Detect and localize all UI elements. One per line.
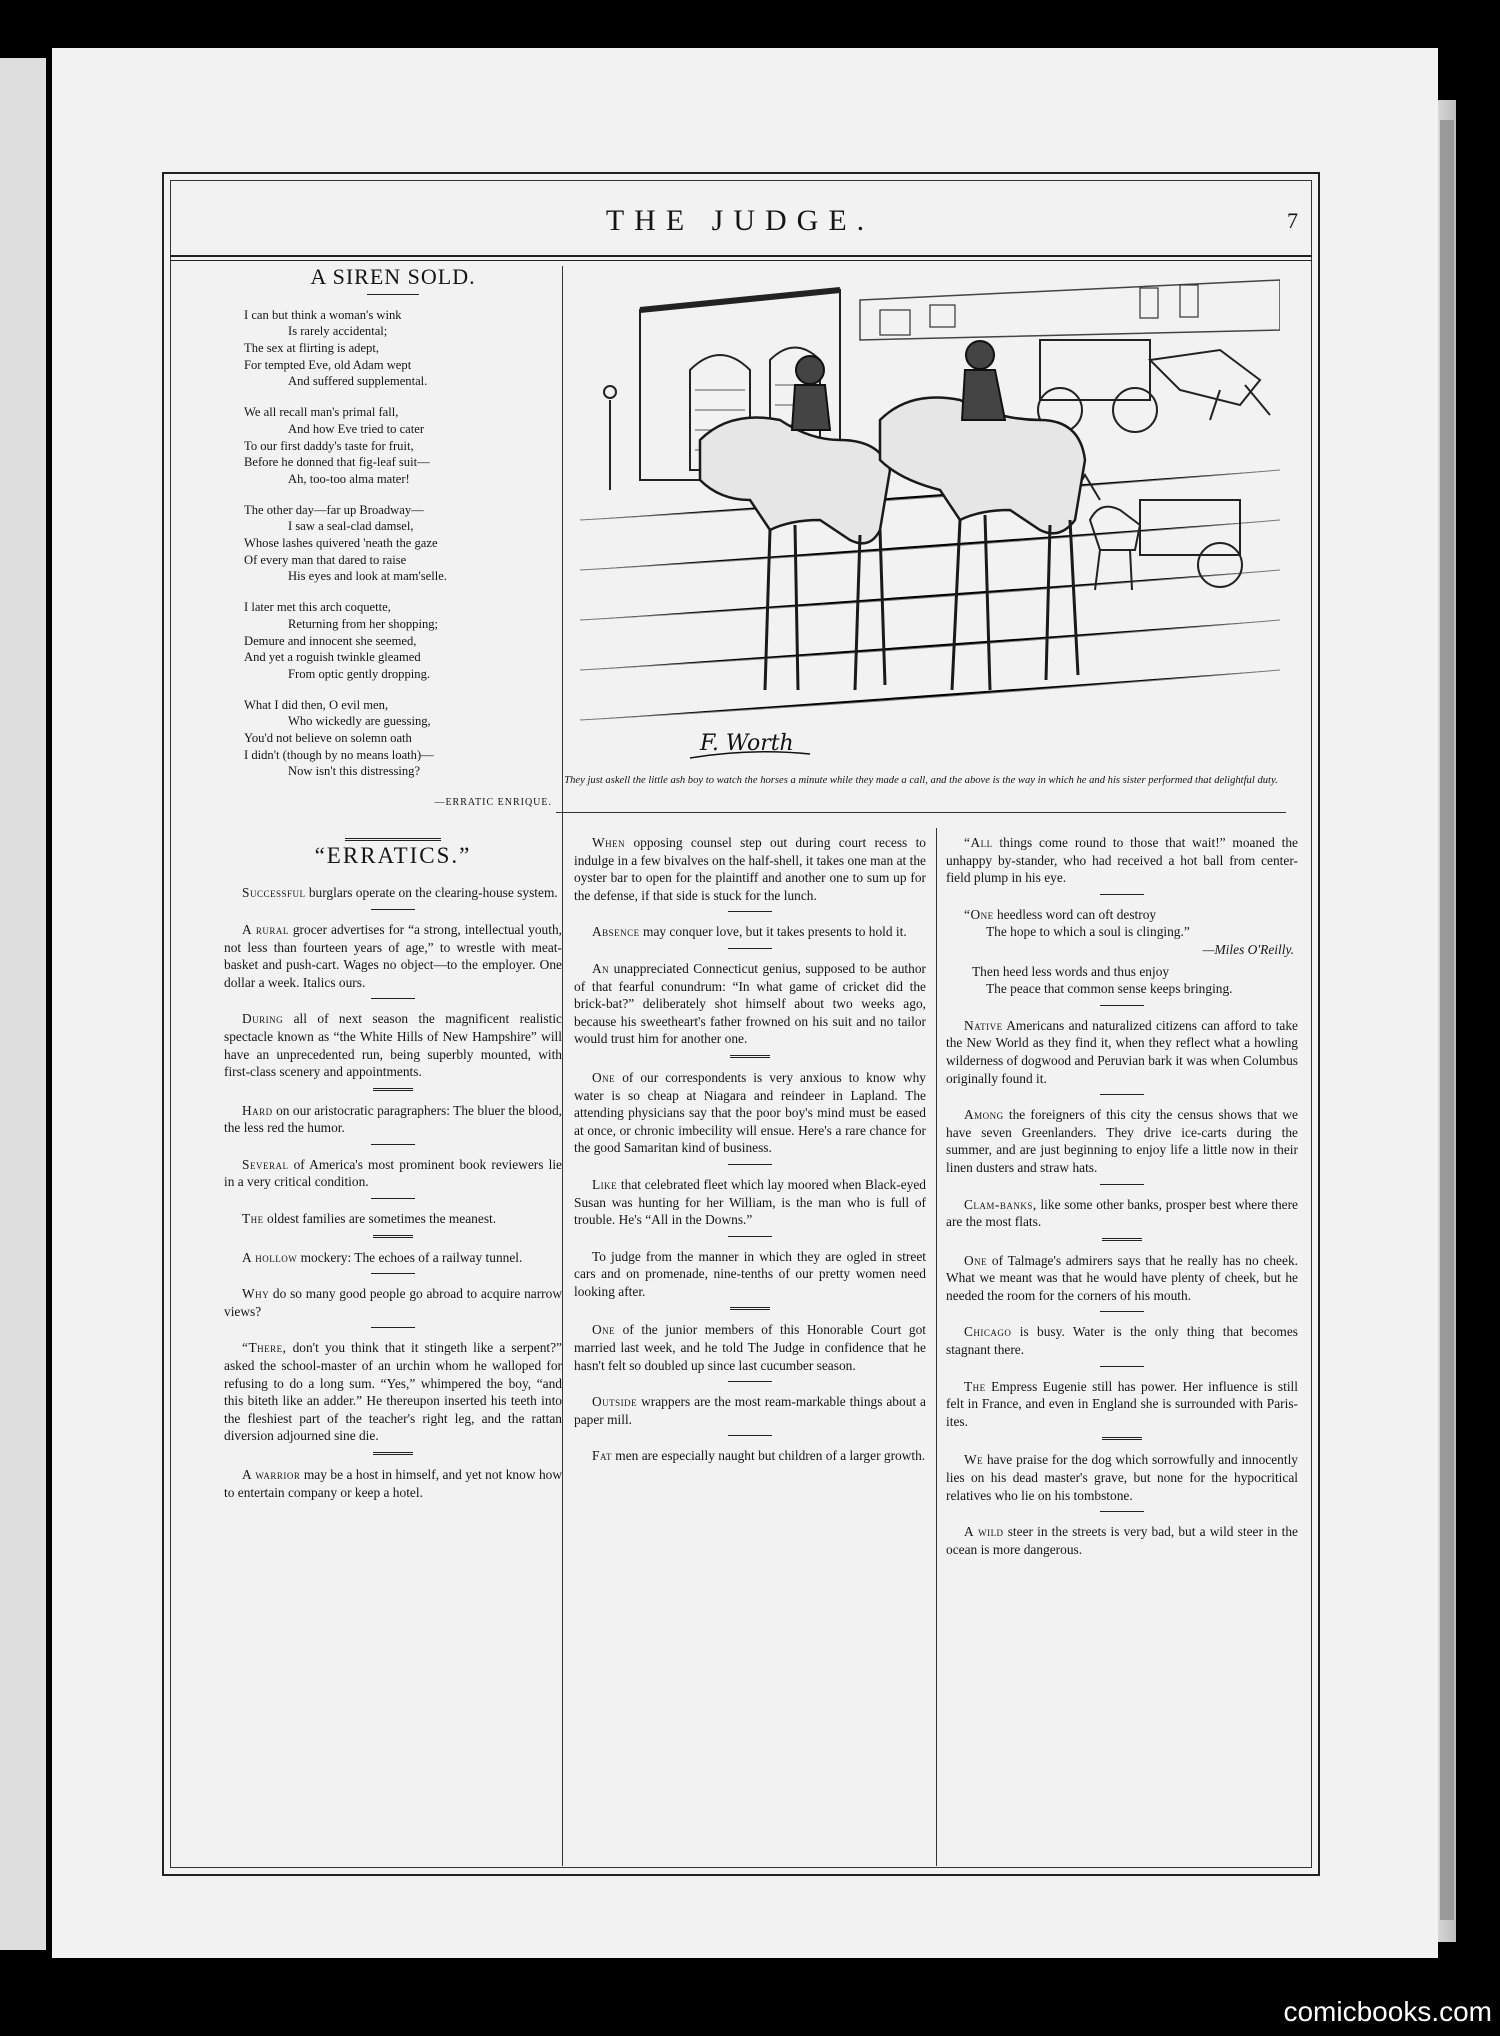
column-rule-2 [936, 828, 937, 1866]
poem-line: And suffered supplemental. [288, 374, 428, 389]
poem-line: For tempted Eve, old Adam wept [244, 357, 412, 372]
page-edge-shadow [1440, 120, 1454, 1920]
watermark-text: comicbooks.com [1283, 1996, 1492, 2027]
poem-stanza [244, 307, 562, 391]
paragraph-separator [371, 909, 415, 910]
paragraph-separator [1100, 1366, 1144, 1367]
poem-line: I saw a seal-clad damsel, [288, 519, 414, 534]
paragraph-separator [728, 911, 772, 912]
erratics-paragraph: Why do so many good people go abroad to acquire narrow views? [224, 1286, 562, 1319]
middle-paragraphs [574, 834, 926, 1465]
poem-line: What I did then, O evil men, [244, 697, 389, 712]
poem-line: And how Eve tried to cater [288, 421, 425, 436]
masthead-title: THE JUDGE. [605, 204, 875, 237]
poem-line: Is rarely accidental; [288, 324, 388, 339]
poem-line: From optic gently dropping. [288, 666, 431, 681]
paragraph-separator [371, 1327, 415, 1328]
poem-title-rule [367, 294, 419, 295]
middle-paragraph: Absence may conquer love, but it takes presents to hold it. [592, 924, 907, 940]
section-title-erratics: “ERRATICS.” [314, 842, 472, 868]
right-paragraph: Native Americans and naturalized citizens can afford to take the New World as they find it, when they reflect what a howling wilderness of dogwood and Peruvian bark it was when Columbus originally found it. [946, 1017, 1298, 1086]
poem-line: I can but think a woman's wink [244, 307, 402, 322]
paragraph-separator [728, 1236, 772, 1237]
middle-paragraph: One of our correspondents is very anxious to know why water is so cheap at Niagara and reindeer in Lapland. The attending physicians say that the poor boy's mind must be eased at once, or chronic imbecility will ensue. Here's a rare chance for the good Samaritan kind of business. [574, 1069, 926, 1156]
column-middle [574, 834, 926, 1467]
column-left [224, 264, 562, 1503]
paragraph-separator [1102, 1437, 1142, 1440]
section-title-rule [345, 838, 441, 841]
paragraph-separator [371, 1144, 415, 1145]
masthead-rule [170, 255, 1312, 257]
masthead-rule-thin [170, 260, 1312, 261]
poem-line: Now isn't this distressing? [288, 764, 421, 779]
paragraph-separator [728, 948, 772, 949]
illustration-signature: F. Worth [700, 731, 794, 756]
middle-paragraph: To judge from the manner in which they are ogled in street cars and on promenade, nine-tenths of our pretty women need looking after. [574, 1248, 926, 1299]
poem-signature: —ERRATIC ENRIQUE. [434, 797, 552, 809]
column-rule-1 [562, 266, 563, 1866]
middle-paragraph: Outside wrappers are the most ream-markable things about a paper mill. [574, 1394, 926, 1427]
facing-page-edge [0, 58, 46, 1950]
paragraph-separator [371, 998, 415, 999]
right-paragraph: Clam-banks, like some other banks, prosper best where there are the most flats. [946, 1196, 1298, 1230]
poem-line: Returning from her shopping; [288, 616, 439, 631]
paragraph-separator [1100, 1511, 1144, 1512]
poem-line: I didn't (though by no means loath)— [244, 747, 434, 762]
quote-attribution: —Miles O'Reilly. [1202, 941, 1294, 957]
paragraph-separator [371, 1273, 415, 1274]
middle-paragraph: When opposing counsel step out during court recess to indulge in a few bivalves on the half-shell, it takes one man at the oyster bar to open for the plaintiff and another one to sum up for the defense, if that side is stuck for the lunch. [574, 835, 926, 903]
erratics-paragraph: Several of America's most prominent book reviewers lie in a very critical condition. [224, 1156, 562, 1190]
poem-stanza [244, 599, 562, 683]
right-paragraphs [946, 1017, 1298, 1559]
right-paragraph: We have praise for the dog which sorrowfully and innocently lies on his dead master's grave, but none for the hypocritical relatives who lie on his tombstone. [946, 1452, 1298, 1503]
poem-line: Before he donned that fig-leaf suit— [244, 455, 430, 470]
quote-one-heedless-word: “One heedless word can oft destroy The hope to which a soul is clinging.” —Miles O'Reilly. Then heed less words and thus enjoy The peace that common sense keeps bringing. [946, 906, 1298, 998]
middle-paragraph: One of the junior members of this Honorable Court got married last week, and he told The Judge in confidence that he hasn't felt so doubled up since last cucumber season. [574, 1322, 926, 1373]
middle-paragraph: An unappreciated Connecticut genius, supposed to be author of that fearful conundrum: “In what game of cricket did the brick-bat?” deliberately shot himself about two weeks ago, because his sweetheart's father frowned on his suit and no tailor would trust him for another one. [574, 960, 926, 1047]
poem-line: I later met this arch coquette, [244, 600, 391, 615]
paragraph-separator [728, 1164, 772, 1165]
paragraph-separator [728, 1435, 772, 1436]
paragraph-separator [1102, 1238, 1142, 1241]
erratics-paragraph: “There, don't you think that it stingeth like a serpent?” asked the school-master of an urchin whom he walloped for refusing to do a long sum. “Yes,” whimpered the boy, “and this biteth like an adder.” He thereupon inserted his teeth into the fleshiest part of the teacher's right leg, and the rattan diversion adjourned sine die. [224, 1340, 562, 1444]
paragraph-separator [1100, 894, 1144, 895]
poem-line: To our first daddy's taste for fruit, [244, 438, 414, 453]
horse-carriage-illustration [580, 270, 1280, 770]
paragraph-all-things: “All things come round to those that wait!” moaned the unhappy by-stander, who had received a hot ball from center-field plump in his eye. [946, 835, 1298, 886]
column-right [946, 834, 1298, 1560]
poem-line: You'd not believe on solemn oath [244, 731, 412, 746]
paragraph-separator [728, 1381, 772, 1382]
poem-stanza [244, 404, 562, 488]
erratics-paragraph: During all of next season the magnificent realistic spectacle known as “the White Hills of New Hampshire” will have an unprecedented run, being superbly mounted, with first-class scenery and appointments. [224, 1011, 562, 1080]
poem-line: We all recall man's primal fall, [244, 405, 399, 420]
paragraph-separator [1100, 1005, 1144, 1006]
paragraph-separator [1100, 1311, 1144, 1312]
poem-line: The sex at flirting is adept, [244, 341, 379, 355]
paragraph-separator [371, 1198, 415, 1199]
erratics-paragraph: Successful burglars operate on the clearing-house system. [242, 885, 558, 901]
poem-stanza [244, 502, 562, 586]
right-paragraph: Chicago is busy. Water is the only thing that becomes stagnant there. [946, 1324, 1298, 1358]
erratics-paragraphs [224, 884, 562, 1501]
middle-paragraph: Fat men are especially naught but children of a larger growth. [592, 1448, 926, 1464]
erratics-paragraph: Hard on our aristocratic paragraphers: The bluer the blood, the less red the humor. [224, 1102, 562, 1136]
right-paragraph: One of Talmage's admirers says that he really has no cheek. What we meant was that he would have plenty of cheek, but he needed the room for the corners of his mouth. [946, 1252, 1298, 1303]
paragraph-separator [373, 1088, 413, 1091]
right-paragraph: The Empress Eugenie still has power. Her influence is still felt in France, and even in England she is surrounded with Paris-ites. [946, 1378, 1298, 1429]
middle-paragraph: Like that celebrated fleet which lay moored when Black-eyed Susan was hunting for her William, is the man who is full of trouble. He's “All in the Downs.” [574, 1176, 926, 1228]
paragraph-separator [373, 1452, 413, 1455]
illustration-caption: They just askell the little ash boy to watch the horses a minute while they made a call, and the above is the way in which he and his sister performed that delightful duty. [564, 775, 1278, 786]
caption-rule [556, 812, 1286, 813]
poem-body [224, 307, 562, 781]
poem-stanza [244, 697, 562, 781]
right-paragraph: A wild steer in the streets is very bad, but a wild steer in the ocean is more dangerous. [946, 1524, 1298, 1557]
erratics-paragraph: A warrior may be a host in himself, and yet not know how to entertain company or keep a hotel. [224, 1467, 562, 1500]
poem-line: And yet a roguish twinkle gleamed [244, 650, 421, 665]
erratics-paragraph: The oldest families are sometimes the meanest. [242, 1211, 497, 1227]
poem-title: A SIREN SOLD. [310, 264, 476, 289]
poem-line: His eyes and look at mam'selle. [288, 569, 447, 584]
paragraph-separator [730, 1307, 770, 1310]
paragraph-separator [1100, 1184, 1144, 1185]
poem-line: Whose lashes quivered 'neath the gaze [244, 536, 438, 551]
paragraph-separator [373, 1235, 413, 1238]
poem-line: Ah, too-too alma mater! [288, 471, 410, 486]
erratics-paragraph: A rural grocer advertises for “a strong, intellectual youth, not less than fourteen years of age,” to wrestle with meat-basket and push-cart. Wages no object—to the employer. One dollar a week. Italics ours. [224, 921, 562, 990]
poem-line: Of every man that dared to raise [244, 552, 407, 567]
poem-line: The other day—far up Broadway— [244, 502, 424, 517]
paragraph-separator [1100, 1094, 1144, 1095]
erratics-paragraph: A hollow mockery: The echoes of a railway tunnel. [242, 1249, 523, 1265]
right-paragraph: Among the foreigners of this city the census shows that we have seven Greenlanders. They drive ice-carts during the summer, and are just beginning to enjoy life a little now in their linen dusters and straw hats. [946, 1107, 1298, 1175]
paragraph-separator [730, 1055, 770, 1058]
poem-line: Demure and innocent she seemed, [244, 633, 417, 648]
page-number: 7 [1287, 208, 1298, 233]
poem-line: Who wickedly are guessing, [288, 714, 431, 729]
